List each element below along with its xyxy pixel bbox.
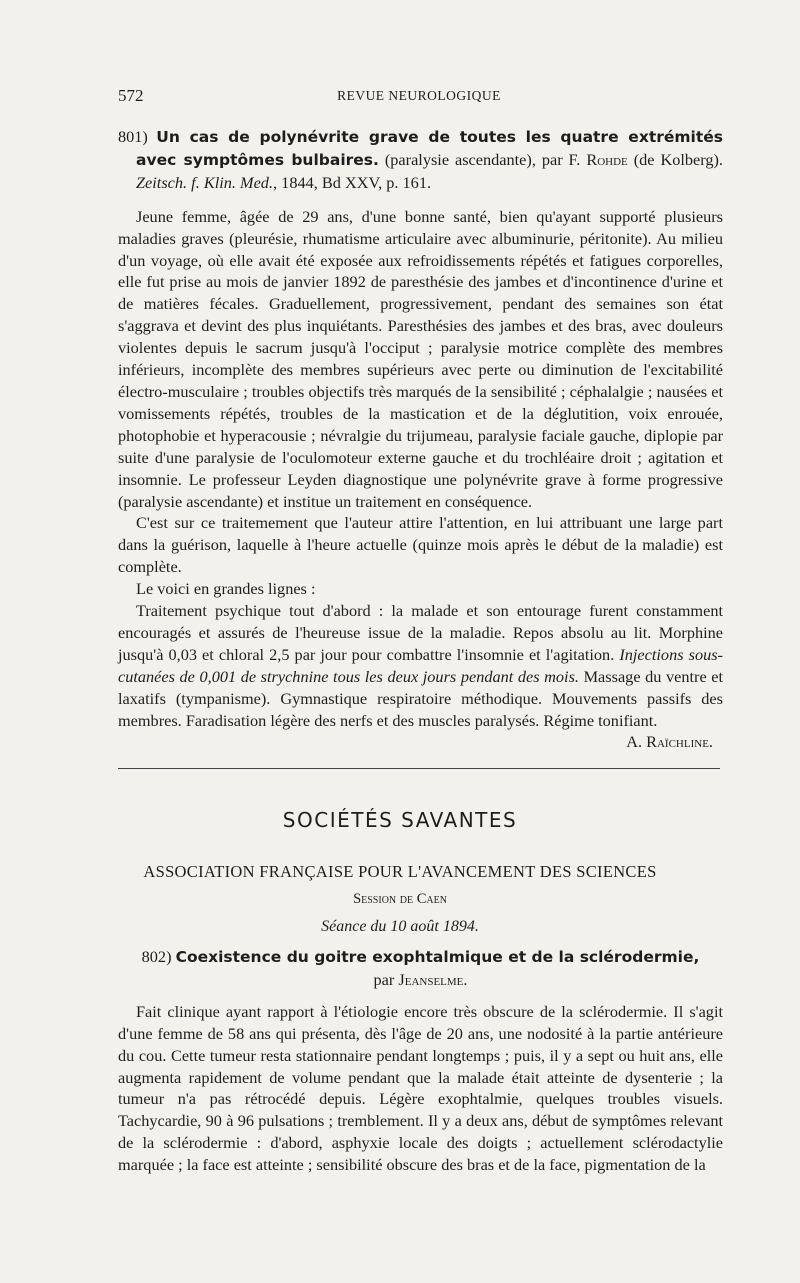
article-801-heading bbox=[118, 126, 723, 194]
section-title: SOCIÉTÉS SAVANTES bbox=[282, 808, 518, 832]
article-801-para-3: Le voici en grandes lignes : bbox=[136, 579, 316, 599]
page-header bbox=[118, 86, 720, 110]
signature-initial: A. bbox=[626, 732, 643, 752]
article-802-para-1: Fait clinique ayant rapport à l'étiologie encore très obscure de la sclérodermie. Il s'agit d'une femme de 58 ans qui présenta, dès l'âge de 20 ans, une nodosité à la partie antérieure du cou. Cette tumeur resta stationnaire pendant longtemps ; puis, il y a sept ou huit ans, elle augmenta rapidement de volume pendant que la malade était atteinte de dysenterie ; la tumeur n'a pas rétrocédé depuis. Légère exophtalmie, quelques troubles visuels. Tachycardie, 90 à 96 pulsations ; tremblement. Il y a deux ans, début de symptômes relevant de la sclérodermie : d'abord, asphyxie locale des doigts ; actuellement sclérodactylie marquée ; la face est atteinte ; sensibilité obscure des bras et de la face, pigmentation de la bbox=[118, 1001, 723, 1175]
article-801-para-1: Jeune femme, âgée de 29 ans, d'une bonne santé, bien qu'ayant supporté plusieurs maladies graves (pleurésie, rhumatisme articulaire avec albuminurie, péritonite). Au milieu d'un voyage, où elle avait été exposée aux refroidissements répétés et fatigues corporelles, elle fut prise au mois de janvier 1892 de paresthésie des jambes et d'incontinence d'urine et de matières fécales. Graduellement, progressivement, pendant des semaines son état s'aggrava et devint des plus inquiétants. Paresthésies des jambes et des bras, avec douleurs violentes depuis le sacrum jusqu'à l'occiput ; paralysie motrice complète des membres inférieurs, incomplète des membres supérieurs avec perte ou diminution de l'excitabilité électro-musculaire ; troubles objectifs très marqués de la sensibilité ; céphalalgie ; nausées et vomissements répétés, troubles de la mastication et de la déglutition, voix enrouée, photophobie et hyperacousie ; névralgie du trijumeau, paralysie faciale gauche, diplopie par suite d'une paralysie de l'oculomoteur externe gauche et du trochléaire droit ; agitation et insomnie. Le professeur Leyden diagnostique une polynévrite grave à forme progressive (paralysie ascendante) et institue un traitement en conséquence. bbox=[118, 206, 723, 511]
article-801-journal: Zeitsch. f. Klin. Med. bbox=[136, 172, 274, 192]
article-802-number: 802) bbox=[141, 947, 172, 966]
article-801-title-rest: (paralysie ascendante), par F. bbox=[384, 149, 581, 169]
article-801-signature bbox=[608, 731, 713, 753]
article-801-title: Un cas de polynévrite grave de toutes les quatre extrémités avec symptômes bulbaires. bbox=[136, 128, 723, 169]
section-divider bbox=[118, 768, 720, 769]
article-801-para-4 bbox=[118, 600, 724, 752]
article-801-citation: , 1844, Bd XXV, p. 161. bbox=[273, 172, 432, 192]
session-title: Session de Caen bbox=[353, 891, 447, 907]
article-801-number: 801) bbox=[118, 127, 148, 146]
page-number: 572 bbox=[118, 86, 144, 105]
article-801-para-4-italic: Injections sous-cutanées de 0,001 de strychnine tous les deux jours pendant des mois. bbox=[118, 644, 723, 686]
article-802 bbox=[118, 946, 723, 1176]
article-802-title: Coexistence du goitre exophtalmique et de la sclérodermie, bbox=[175, 948, 700, 966]
article-801 bbox=[118, 126, 723, 753]
article-801-para-4-a: Traitement psychique tout d'abord : la malade et son entourage furent constamment encouragés et assurés de l'heureuse issue de la maladie. Repos absolu au lit. Morphine jusqu'à 0,03 et chloral 2,5 par jour pour combattre l'insomnie et l'agitation. bbox=[118, 601, 723, 664]
seance-date: Séance du 10 août 1894. bbox=[321, 918, 479, 935]
article-802-by: par bbox=[373, 969, 395, 989]
article-801-para-4-b: Massage du ventre et laxatifs (tympanisme). Gymnastique respiratoire méthodique. Mouvements passifs des membres. Faradisation légère des nerfs et des muscles paralysés. Régime tonifiant. bbox=[118, 666, 724, 730]
article-802-heading bbox=[118, 946, 723, 969]
article-801-para-2: C'est sur ce traitemement que l'auteur attire l'attention, en lui attribuant une large part dans la guérison, laquelle à l'heure actuelle (quinze mois après le début de la maladie) est complète. bbox=[118, 513, 723, 577]
article-801-author-place: (de Kolberg). bbox=[633, 149, 723, 169]
article-802-byline bbox=[118, 969, 723, 991]
association-title: ASSOCIATION FRANÇAISE POUR L'AVANCEMENT DES SCIENCES bbox=[143, 862, 657, 881]
running-title: REVUE NEUROLOGIQUE bbox=[337, 88, 501, 103]
article-801-author: Rohde bbox=[586, 149, 628, 169]
article-802-author: Jeanselme. bbox=[398, 969, 468, 989]
signature-name: Raïchline. bbox=[646, 732, 713, 752]
